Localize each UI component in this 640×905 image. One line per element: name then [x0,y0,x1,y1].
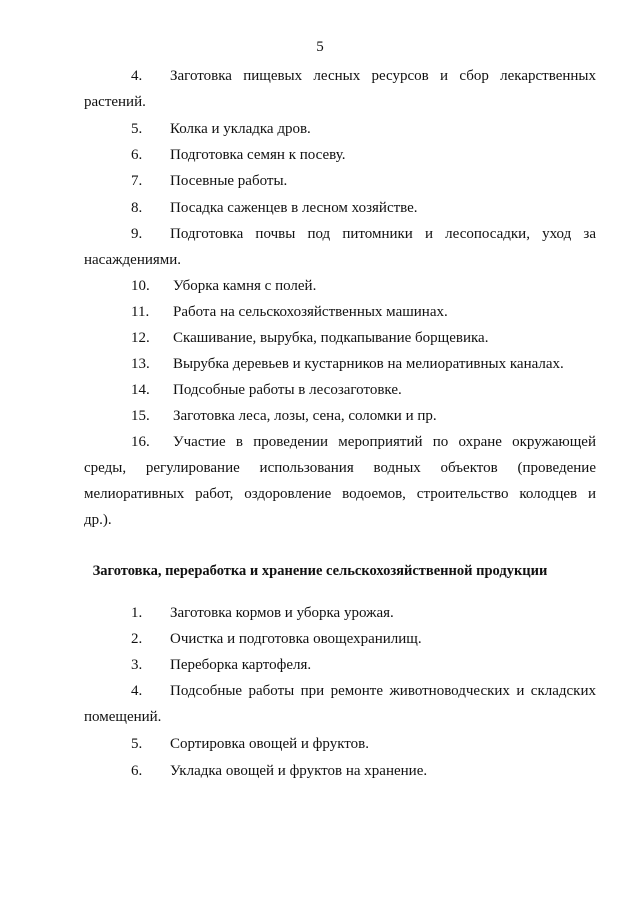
list-item [84,63,596,115]
page-number: 5 [316,39,324,55]
list-item-text: Очистка и подготовка овощехранилищ. [170,631,422,647]
list-item [84,142,596,168]
list-item-text: Переборка картофеля. [170,657,312,673]
list-item-number: 1. [131,605,143,621]
list-item [84,403,596,429]
list-item [84,652,596,678]
list-item [84,626,596,652]
list-item-number: 5. [131,736,143,752]
list-item [84,221,596,273]
list-item [84,273,596,299]
list-item-number: 8. [131,200,143,216]
list-item-text: Работа на сельскохозяйственных машинах. [173,304,448,320]
list-item-number: 15. [131,408,150,424]
list-item-text: Подсобные работы при ремонте животноводческих и складских [170,683,596,699]
list-item-number: 2. [131,631,143,647]
list-item [84,195,596,221]
list-item-number: 16. [131,434,150,450]
list-item-number: 12. [131,330,150,346]
list-item-text: Скашивание, вырубка, подкапывание борщевика. [173,330,489,346]
list-item-number: 4. [131,68,143,84]
list-item-number: 4. [131,683,143,699]
list-item [84,429,596,533]
list-item [84,299,596,325]
list-item-number: 10. [131,278,150,294]
list-item-text: Заготовка леса, лозы, сена, соломки и пр. [173,408,437,424]
list-item-text: Подготовка почвы под питомники и лесопосадки, уход за [170,226,596,242]
list-item-text: Колка и укладка дров. [170,121,311,137]
list-item [84,325,596,351]
list-item [84,116,596,142]
list-item [84,678,596,730]
list-item-text: Укладка овощей и фруктов на хранение. [170,763,428,779]
list-item-text: Посадка саженцев в лесном хозяйстве. [170,200,418,216]
list-item [84,758,596,784]
list-item-continuation: насаждениями. [84,252,182,268]
list-item-number: 7. [131,173,143,189]
list-item-number: 6. [131,147,143,163]
list-item [84,600,596,626]
list-item-number: 3. [131,657,143,673]
list-item-number: 11. [131,304,150,320]
list-item-text: Подсобные работы в лесозаготовке. [173,382,402,398]
list-item-text: Уборка камня с полей. [173,278,317,294]
list-item-text: Участие в проведении мероприятий по охране окружающей [173,434,596,450]
list-item-text: Заготовка пищевых лесных ресурсов и сбор лекарственных [170,68,596,84]
list-item-number: 5. [131,121,143,137]
list-item-number: 13. [131,356,150,372]
list-item-number: 9. [131,226,143,242]
list-item [84,351,596,377]
list-item-text: Вырубка деревьев и кустарников на мелиоративных каналах. [173,356,564,372]
list-item-text: Подготовка семян к посеву. [170,147,346,163]
list-item-continuation: мелиоративных работ, оздоровление водоемов, строительство колодцев и [84,486,596,502]
list-item-text: Заготовка кормов и уборка урожая. [170,605,394,621]
list-item-text: Сортировка овощей и фруктов. [170,736,369,752]
list-item [84,168,596,194]
list-item-continuation: помещений. [84,709,162,725]
list-item [84,731,596,757]
list-item-continuation: растений. [84,94,146,110]
section2-heading: Заготовка, переработка и хранение сельскохозяйственной продукции [92,563,548,579]
list-item-number: 6. [131,763,143,779]
list-item [84,377,596,403]
list-item-continuation: среды, регулирование использования водных объектов (проведение [84,460,596,476]
list-item-number: 14. [131,382,150,398]
list-item-text: Посевные работы. [170,173,288,189]
list-item-continuation: др.). [84,512,112,528]
